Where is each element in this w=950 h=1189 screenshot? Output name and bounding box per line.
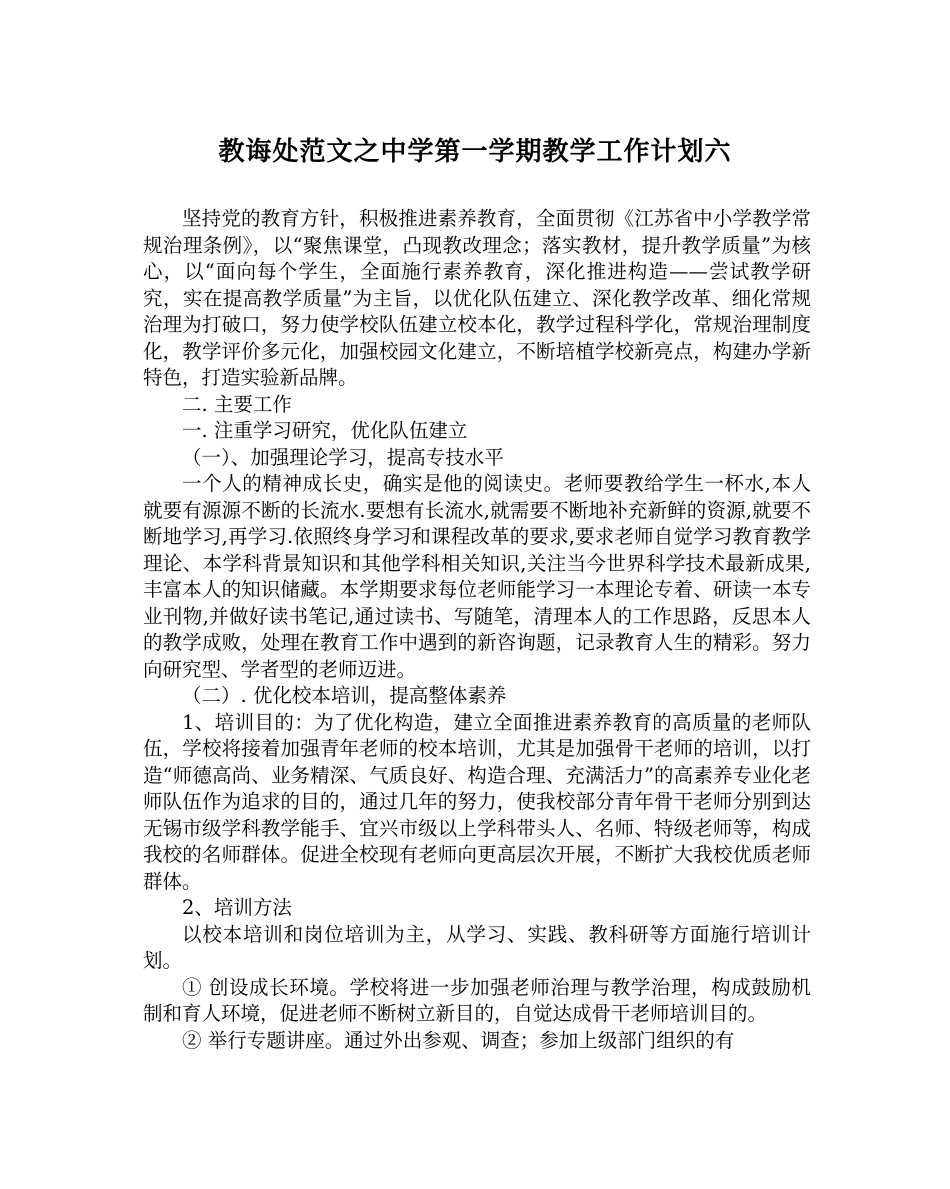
document-title: 教诲处范文之中学第一学期教学工作计划六 xyxy=(218,137,732,167)
document-body xyxy=(143,206,811,1054)
heading-main-work: 二. 主要工作 xyxy=(182,392,292,416)
heading-section-1: 一. 注重学习研究，优化队伍建立 xyxy=(182,419,468,442)
heading-subsection-1: （一）、加强理论学习，提高专技水平 xyxy=(182,445,504,469)
heading-subsection-2: （二）. 优化校本培训，提高整体素养 xyxy=(182,684,507,707)
paragraph-training-method: 以校本培训和岗位培训为主，从学习、实践、教科研等方面施行培训计划。 xyxy=(143,922,811,972)
heading-training-method: 2、培训方法 xyxy=(182,896,292,919)
paragraph-reading: 一个人的精神成长史，确实是他的阅读史。老师要教给学生一杯水,本人就要有源源不断的长流水.要想有长流水,就需要不断地补充新鲜的资源,就要不断地学习,再学习.依照终身学习和课程改革的要求,要求老师自觉学习教育教学理论、本学科背景知识和其他学科相关知识,关注当今世界科学技术最新成果,丰富本人的知识储藏。本学期要求每位老师能学习一本理论专着、研读一本专业刊物,并做好读书笔记,通过读书、写随笔，清理本人的工作思路，反思本人的教学成败，处理在教育工作中遇到的新咨询题，记录教育人生的精彩。努力向研究型、学者型的老师迈进。 xyxy=(143,472,811,681)
paragraph-item-2: ② 举行专题讲座。通过外出参观、调查；参加上级部门组织的有 xyxy=(182,1028,735,1052)
paragraph-intro: 坚持党的教育方针，积极推进素养教育，全面贯彻《江苏省中小学教学常规治理条例》，以“聚焦课堂，凸现教改理念；落实教材，提升教学质量”为核心，以“面向每个学生，全面施行素养教育，深化推进构造——尝试教学研究，实在提高教学质量”为主旨，以优化队伍建立、深化教学改革、细化常规治理为打破口，努力使学校队伍建立校本化，教学过程科学化，常规治理制度化，教学评价多元化，加强校园文化建立，不断培植学校新亮点，构建办学新特色，打造实验新品牌。 xyxy=(143,207,811,389)
paragraph-item-1: ① 创设成长环境。学校将进一步加强老师治理与教学治理，构成鼓励机制和育人环境，促进老师不断树立新目的，自觉达成骨干老师培训目的。 xyxy=(143,975,811,1025)
paragraph-training-goal: 1、培训目的：为了优化构造，建立全面推进素养教育的高质量的老师队伍，学校将接着加强青年老师的校本培训，尤其是加强骨干老师的培训，以打造“师德高尚、业务精深、气质良好、构造合理、充满活力”的高素养专业化老师队伍作为追求的目的，通过几年的努力，使我校部分青年骨干老师分别到达无锡市级学科教学能手、宜兴市级以上学科带头人、名师、特级老师等，构成我校的名师群体。促进全校现有老师向更高层次开展，不断扩大我校优质老师群体。 xyxy=(143,710,811,893)
